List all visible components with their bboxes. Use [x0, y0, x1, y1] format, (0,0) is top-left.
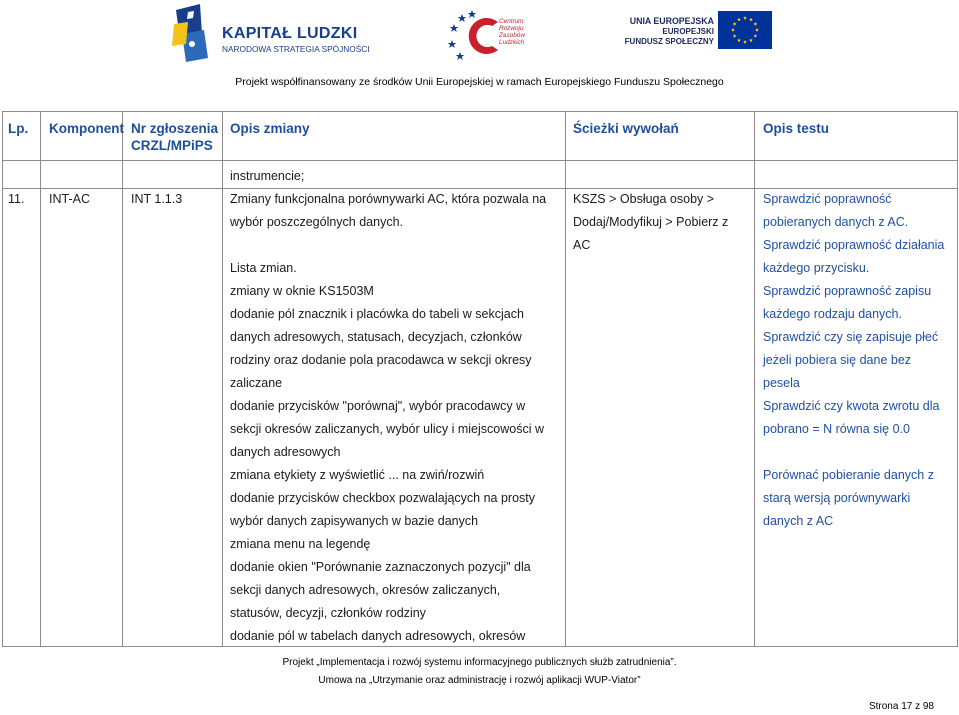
opis-zmiany-line: dodanie przycisków "porównaj", wybór pracodawcy w: [230, 399, 526, 413]
col-border-4: [565, 111, 566, 647]
opis-zmiany-line: statusów, decyzji, członków rodziny: [230, 606, 426, 620]
col-border-5: [754, 111, 755, 647]
ue-line-1: UNIA EUROPEJSKA: [629, 16, 714, 26]
kapital-ludzki-title: KAPITAŁ LUDZKI: [222, 25, 358, 42]
row-opis-testu: [763, 188, 944, 533]
logos-header: [0, 0, 959, 75]
row-komponent-value: INT-AC: [49, 192, 90, 206]
col-border-3: [222, 111, 223, 647]
ue-line-2: EUROPEJSKI: [662, 26, 714, 36]
opis-testu-line: Sprawdzić poprawność zapisu: [763, 284, 932, 298]
row-lp-value: 11.: [8, 192, 25, 206]
col-opis-header: Opis zmiany: [230, 121, 310, 136]
opis-testu-line: jeżeli pobiera się dane bez: [763, 353, 912, 367]
crzl-emblem-icon: [446, 8, 506, 64]
page-label: Strona: [868, 701, 899, 712]
opis-testu-line: Sprawdzić czy się zapisuje płeć: [763, 330, 939, 344]
opis-zmiany-line: dodanie pól w tabelach danych adresowych, okresów: [230, 629, 526, 643]
crzl-text: [499, 18, 525, 46]
row-lp: [8, 188, 24, 211]
page-current: 17: [901, 701, 913, 712]
opis-zmiany-line: wybór danych zapisywanych w bazie danych: [230, 514, 479, 528]
opis-zmiany-line: rodziny oraz dodanie pola pracodawca w sekcji okresy: [230, 353, 532, 367]
crzl-line-1: Centrum: [499, 18, 524, 25]
crzl-line-2: Rozwoju: [499, 25, 524, 32]
row-komponent: [49, 188, 90, 211]
prev-row-tail: [230, 165, 304, 188]
crzl-line-4: Ludzkich: [499, 39, 525, 46]
opis-zmiany-line: wybór poszczególnych danych.: [230, 215, 404, 229]
header-bottom-border: [2, 160, 957, 161]
col-border-1: [40, 111, 41, 647]
row-opis-zmiany: [230, 188, 546, 648]
opis-testu-line: Porównać pobieranie danych z: [763, 468, 934, 482]
col-opis-testu-header: Opis testu: [763, 121, 830, 136]
funding-note: Projekt współfinansowany ze środków Unii Europejskiej w ramach Europejskiego Funduszu Społecznego: [235, 76, 724, 88]
opis-testu-line: pobieranych danych z AC.: [763, 215, 909, 229]
opis-zmiany-line: Lista zmian.: [230, 261, 297, 275]
row-sciezki: [573, 188, 728, 257]
page-total: 98: [922, 701, 934, 712]
opis-zmiany-line: sekcji danych adresowych, okresów zaliczanych,: [230, 583, 501, 597]
ue-text: [616, 16, 714, 48]
col-nr-header-line2: CRZL/MPiPS: [131, 138, 213, 153]
opis-testu-line: Sprawdzić poprawność działania: [763, 238, 945, 252]
crzl-line-3: Zasobów: [499, 32, 525, 39]
opis-zmiany-line: danych adresowych: [230, 445, 341, 459]
ue-line-3: FUNDUSZ SPOŁECZNY: [624, 37, 714, 46]
opis-zmiany-line: zaliczane: [230, 376, 283, 390]
table-header: [0, 112, 959, 158]
sciezki-line: KSZS > Obsługa osoby >: [573, 192, 715, 206]
crzl-logo: [446, 8, 546, 66]
kapital-ludzki-subtitle: NARODOWA STRATEGIA SPÓJNOŚCI: [222, 44, 370, 54]
footer-contract-line: Umowa na „Utrzymanie oraz administrację i rozwój aplikacji WUP-Viator”: [318, 675, 641, 686]
opis-zmiany-line: zmiana menu na legendę: [230, 537, 371, 551]
opis-testu-line: starą wersją porównywarki: [763, 491, 911, 505]
prev-row-tail-text: instrumencie;: [230, 169, 305, 183]
row-nr-value: INT 1.1.3: [131, 192, 183, 206]
col-border-0: [2, 111, 3, 647]
opis-testu-line: każdego przycisku.: [763, 261, 870, 275]
opis-testu-line: danych z AC: [763, 514, 834, 528]
kapital-ludzki-logo: [172, 4, 372, 64]
sciezki-line: Dodaj/Modyfikuj > Pobierz z: [573, 215, 729, 229]
page-number: [869, 701, 934, 712]
opis-zmiany-line: danych adresowych, statusach, decyzjach, członków: [230, 330, 522, 344]
opis-testu-line: Sprawdzić czy kwota zwrotu dla: [763, 399, 940, 413]
col-border-6: [957, 111, 958, 647]
opis-zmiany-line: zmiana etykiety z wyświetlić ... na zwiń/rozwiń: [230, 468, 485, 482]
opis-zmiany-line: dodanie okien "Porównanie zaznaczonych pozycji" dla: [230, 560, 531, 574]
eu-flag-icon: [718, 11, 772, 49]
opis-testu-line: pesela: [763, 376, 800, 390]
ue-efs-logo: [612, 6, 782, 64]
footer-project-line: Projekt „Implementacja i rozwój systemu informacyjnego publicznych służb zatrudnienia”.: [282, 657, 677, 668]
col-lp-header: Lp.: [8, 121, 29, 136]
opis-zmiany-line: Zmiany funkcjonalna porównywarki AC, która pozwala na: [230, 192, 547, 206]
col-sciezki-header: Ścieżki wywołań: [573, 121, 679, 136]
page-sep: z: [915, 701, 921, 712]
opis-zmiany-line: zmiany w oknie KS1503M: [230, 284, 374, 298]
row-nr: [131, 188, 182, 211]
opis-zmiany-line: dodanie pól znacznik i placówka do tabeli w sekcjach: [230, 307, 524, 321]
opis-testu-line: [763, 441, 944, 464]
opis-zmiany-line: dodanie przycisków checkbox pozwalających na prosty: [230, 491, 536, 505]
sciezki-line: AC: [573, 238, 591, 252]
col-border-2: [122, 111, 123, 647]
opis-zmiany-line: sekcji okresów zaliczanych, wybór ulicy i miejscowości w: [230, 422, 544, 436]
col-nr-header-line1: Nr zgłoszenia: [131, 121, 219, 136]
kapital-ludzki-flag-icon: [172, 4, 214, 62]
opis-testu-line: Sprawdzić poprawność: [763, 192, 892, 206]
opis-testu-line: każdego rodzaju danych.: [763, 307, 902, 321]
opis-zmiany-line: [230, 234, 546, 257]
opis-testu-line: pobrano = N równa się 0.0: [763, 422, 910, 436]
col-komponent-header: Komponent: [49, 121, 124, 136]
